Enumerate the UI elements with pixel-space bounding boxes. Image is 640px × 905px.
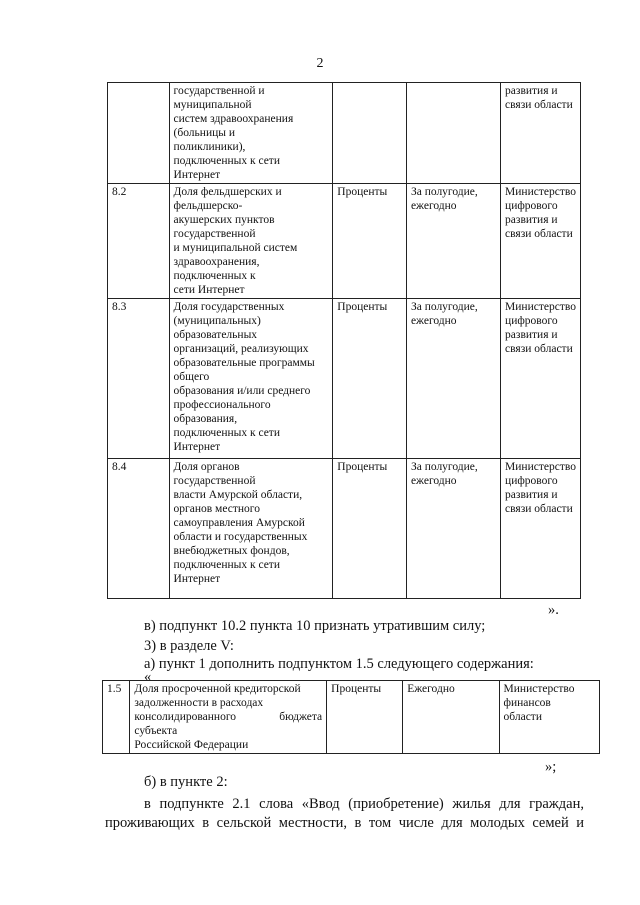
indicator-name: государственной и муниципальной систем здравоохранения (больницы и поликлиники), подключенных к сети Интернет bbox=[169, 83, 333, 184]
table-row bbox=[108, 299, 581, 459]
indicator-name: Доля просроченной кредиторской задолженности в расходах консолидированного бюджета субъекта Российской Федерации bbox=[130, 681, 327, 754]
paragraph-final-2: проживающих в сельской местности, в том числе для молодых семей и bbox=[105, 815, 584, 831]
indicator-name: Доля фельдшерских и фельдшерско- акушерских пунктов государственной и муниципальной систем здравоохранения, подключенных к сети Интернет bbox=[169, 184, 333, 299]
paragraph-b: б) в пункте 2: bbox=[144, 774, 228, 790]
row-number: 8.3 bbox=[108, 299, 170, 459]
table-row bbox=[108, 184, 581, 299]
paragraph-v: в) подпункт 10.2 пункта 10 признать утратившим силу; bbox=[144, 618, 486, 634]
responsible-org: Министерство цифрового развития и связи области bbox=[501, 459, 581, 599]
page-number: 2 bbox=[316, 56, 324, 71]
table-row bbox=[108, 83, 581, 184]
period: За полугодие, ежегодно bbox=[406, 299, 500, 459]
table-row bbox=[108, 459, 581, 599]
row-number bbox=[108, 83, 170, 184]
indicators-table bbox=[107, 82, 581, 599]
closing-quote-1: ». bbox=[548, 602, 559, 618]
row-number: 1.5 bbox=[103, 681, 130, 754]
responsible-org: Министерство цифрового развития и связи области bbox=[501, 299, 581, 459]
responsible-org: Министерство цифрового развития и связи области bbox=[501, 184, 581, 299]
new-subitem-table bbox=[102, 680, 600, 754]
unit: Проценты bbox=[333, 299, 407, 459]
indicator-name: Доля органов государственной власти Амурской области, органов местного самоуправления Амурской области и государственных внебюджетных фондов, подключенных к сети Интернет bbox=[169, 459, 333, 599]
unit: Проценты bbox=[333, 459, 407, 599]
table-row bbox=[103, 681, 600, 754]
period: За полугодие, ежегодно bbox=[406, 459, 500, 599]
responsible-org: Министерство финансов области bbox=[499, 681, 599, 754]
period bbox=[406, 83, 500, 184]
paragraph-a: а) пункт 1 дополнить подпунктом 1.5 следующего содержания: bbox=[144, 656, 534, 672]
unit: Проценты bbox=[327, 681, 403, 754]
closing-quote-2: »; bbox=[545, 759, 557, 775]
paragraph-final-1: в подпункте 2.1 слова «Ввод (приобретение) жилья для граждан, bbox=[144, 796, 584, 812]
unit: Проценты bbox=[333, 184, 407, 299]
responsible-org: развития и связи области bbox=[501, 83, 581, 184]
period: Ежегодно bbox=[403, 681, 499, 754]
open-quote: « bbox=[144, 669, 152, 685]
paragraph-3: 3) в разделе V: bbox=[144, 638, 234, 654]
indicator-name: Доля государственных (муниципальных) образовательных организаций, реализующих образовательные программы общего образования и/или среднего профессионального образования, подключенных к сети Интернет bbox=[169, 299, 333, 459]
period: За полугодие, ежегодно bbox=[406, 184, 500, 299]
row-number: 8.2 bbox=[108, 184, 170, 299]
unit bbox=[333, 83, 407, 184]
row-number: 8.4 bbox=[108, 459, 170, 599]
